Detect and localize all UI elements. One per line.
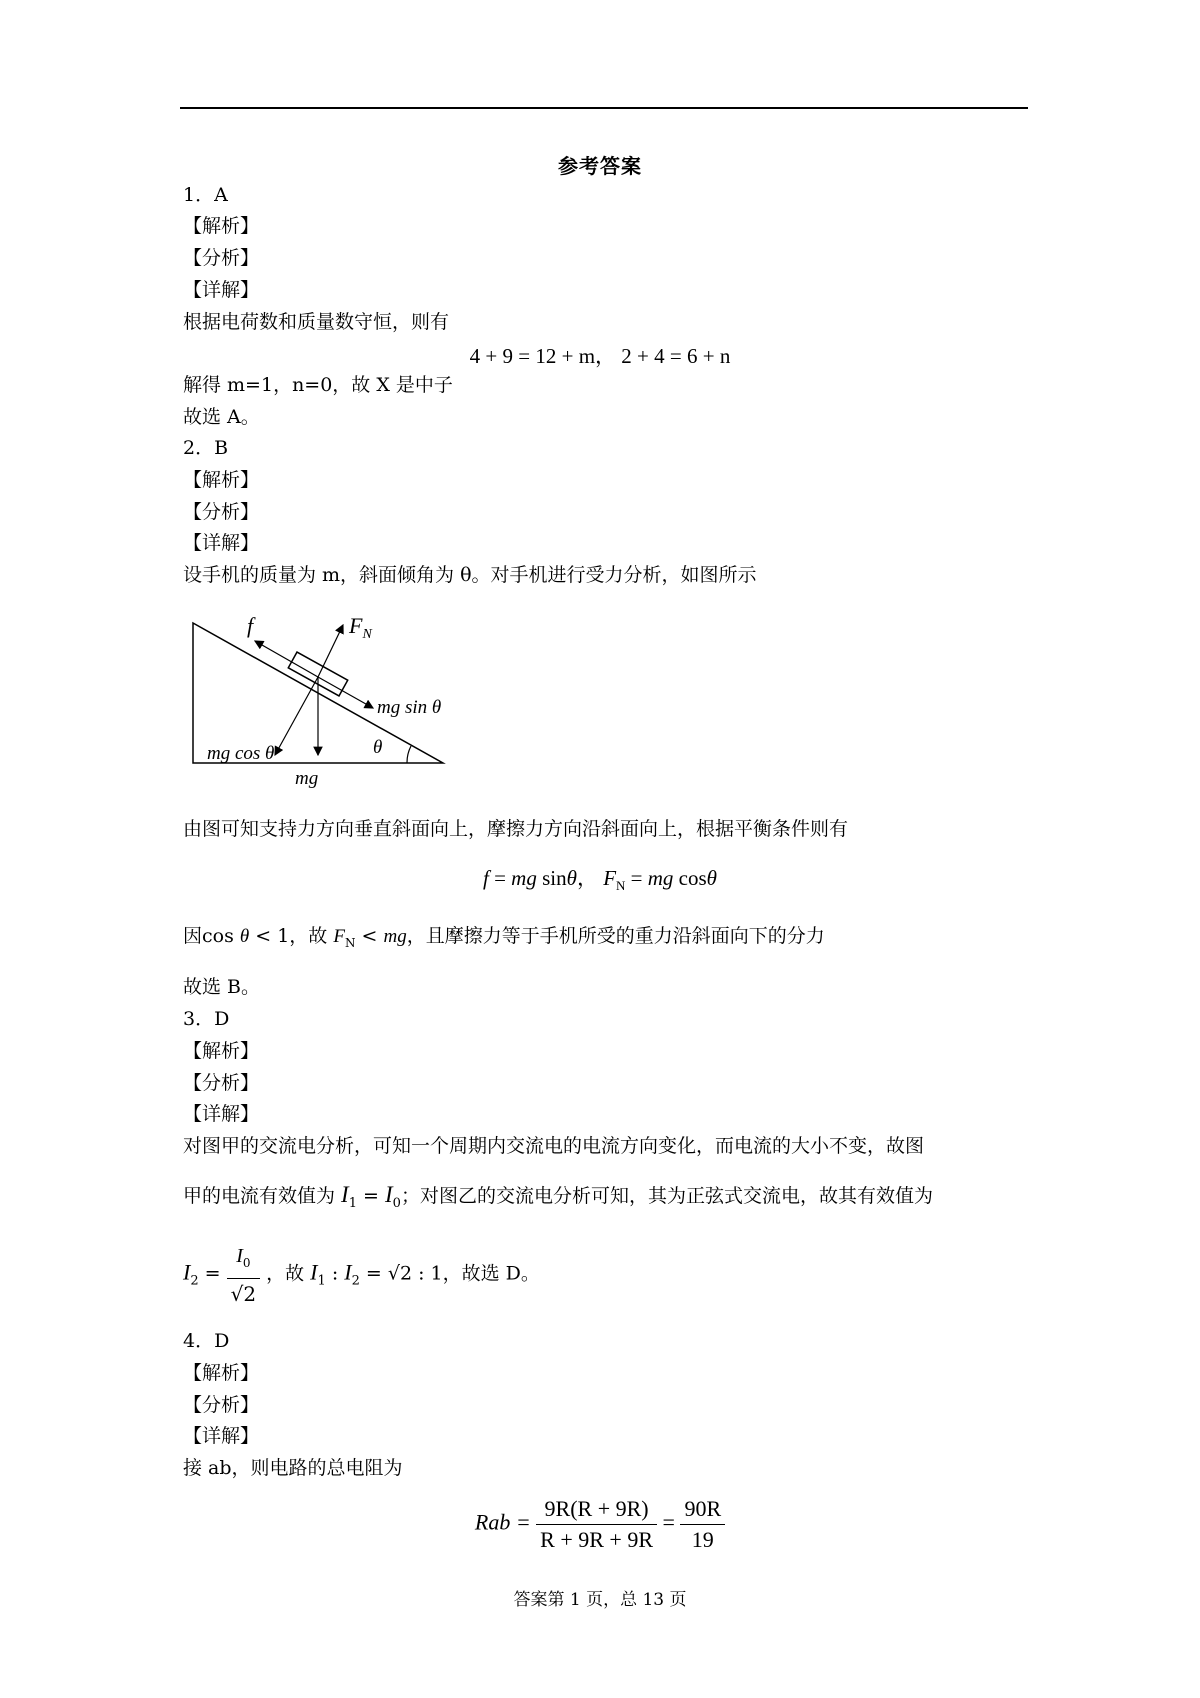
arrow-mgsin bbox=[318, 677, 373, 708]
q2-choice: 故选 B。 bbox=[183, 976, 261, 998]
q2-reasoning: 因cos θ < 1，故 $F_N$ < mg，且摩擦力等于手机所受的重力沿斜面向下的分力 bbox=[183, 925, 825, 950]
q3-text-1: 对图甲的交流电分析，可知一个周期内交流电的电流方向变化，而电流的大小不变，故图 bbox=[183, 1135, 925, 1157]
q3-text-3: $I_2$ = $\frac{I_0}{√2}$ ，故 $I_1$ : $I_2 = √2$ : 1，故选 D。 bbox=[183, 1240, 540, 1300]
q4-equation: Rab = $\frac{9R(R + 9R)}{R + 9R + 9R}$ = $\frac{90R}{19}$ bbox=[0, 1494, 1200, 1555]
q1-result: 解得 m=1，n=0，故 X 是中子 bbox=[183, 374, 453, 396]
q2-tag-xiangjie: 【详解】 bbox=[183, 532, 260, 554]
q1-tag-fenxi: 【分析】 bbox=[183, 247, 260, 269]
label-mgcos: mg cos θ bbox=[207, 743, 275, 764]
q3-tag-xiangjie: 【详解】 bbox=[183, 1103, 260, 1125]
page-footer: 答案第 1 页，总 13 页 bbox=[513, 1590, 687, 1610]
q1-equation: 4 + 9 = 12 + m， 2 + 4 = 6 + n bbox=[469, 344, 731, 368]
label-fn: $F_N$ bbox=[349, 613, 372, 642]
q4-tag-xiangjie: 【详解】 bbox=[183, 1425, 260, 1447]
q2-equation: f = mg sinθ， $F_N$ = mg cosθ bbox=[482, 866, 717, 894]
q2-answer: 2．B bbox=[183, 437, 229, 459]
q4-answer: 4．D bbox=[183, 1330, 230, 1352]
q4-text: 接 ab，则电路的总电阻为 bbox=[183, 1457, 403, 1479]
label-theta: θ bbox=[373, 737, 383, 758]
q2-explanation: 由图可知支持力方向垂直斜面向上，摩擦力方向沿斜面向上，根据平衡条件则有 bbox=[183, 818, 849, 840]
label-mg: mg bbox=[295, 768, 319, 789]
q2-tag-fenxi: 【分析】 bbox=[183, 501, 260, 523]
theta-arc bbox=[407, 746, 411, 763]
q2-tag-jiexi: 【解析】 bbox=[183, 469, 260, 491]
arrow-normal bbox=[318, 625, 343, 677]
q1-tag-xiangjie: 【详解】 bbox=[183, 279, 260, 301]
q4-tag-fenxi: 【分析】 bbox=[183, 1394, 260, 1416]
q1-tag-jiexi: 【解析】 bbox=[183, 215, 260, 237]
header-rule bbox=[180, 107, 1028, 109]
q2-text: 设手机的质量为 m，斜面倾角为 θ。对手机进行受力分析，如图所示 bbox=[183, 564, 757, 586]
arrow-mgcos bbox=[275, 677, 318, 755]
q3-tag-fenxi: 【分析】 bbox=[183, 1072, 260, 1094]
q4-tag-jiexi: 【解析】 bbox=[183, 1362, 260, 1384]
label-f: f bbox=[247, 613, 254, 638]
q1-text: 根据电荷数和质量数守恒，则有 bbox=[183, 311, 450, 333]
q1-answer: 1．A bbox=[183, 184, 228, 206]
q3-text-2: 甲的电流有效值为 $I_1 = I_0$；对图乙的交流电分析可知，其为正弦式交流电，故其有效值为 bbox=[183, 1182, 933, 1211]
label-mgsin: mg sin θ bbox=[377, 697, 442, 718]
q1-choice: 故选 A。 bbox=[183, 406, 260, 428]
incline-force-diagram bbox=[185, 605, 465, 790]
q3-tag-jiexi: 【解析】 bbox=[183, 1040, 260, 1062]
page-title: 参考答案 bbox=[558, 154, 642, 178]
q3-answer: 3．D bbox=[183, 1008, 230, 1030]
